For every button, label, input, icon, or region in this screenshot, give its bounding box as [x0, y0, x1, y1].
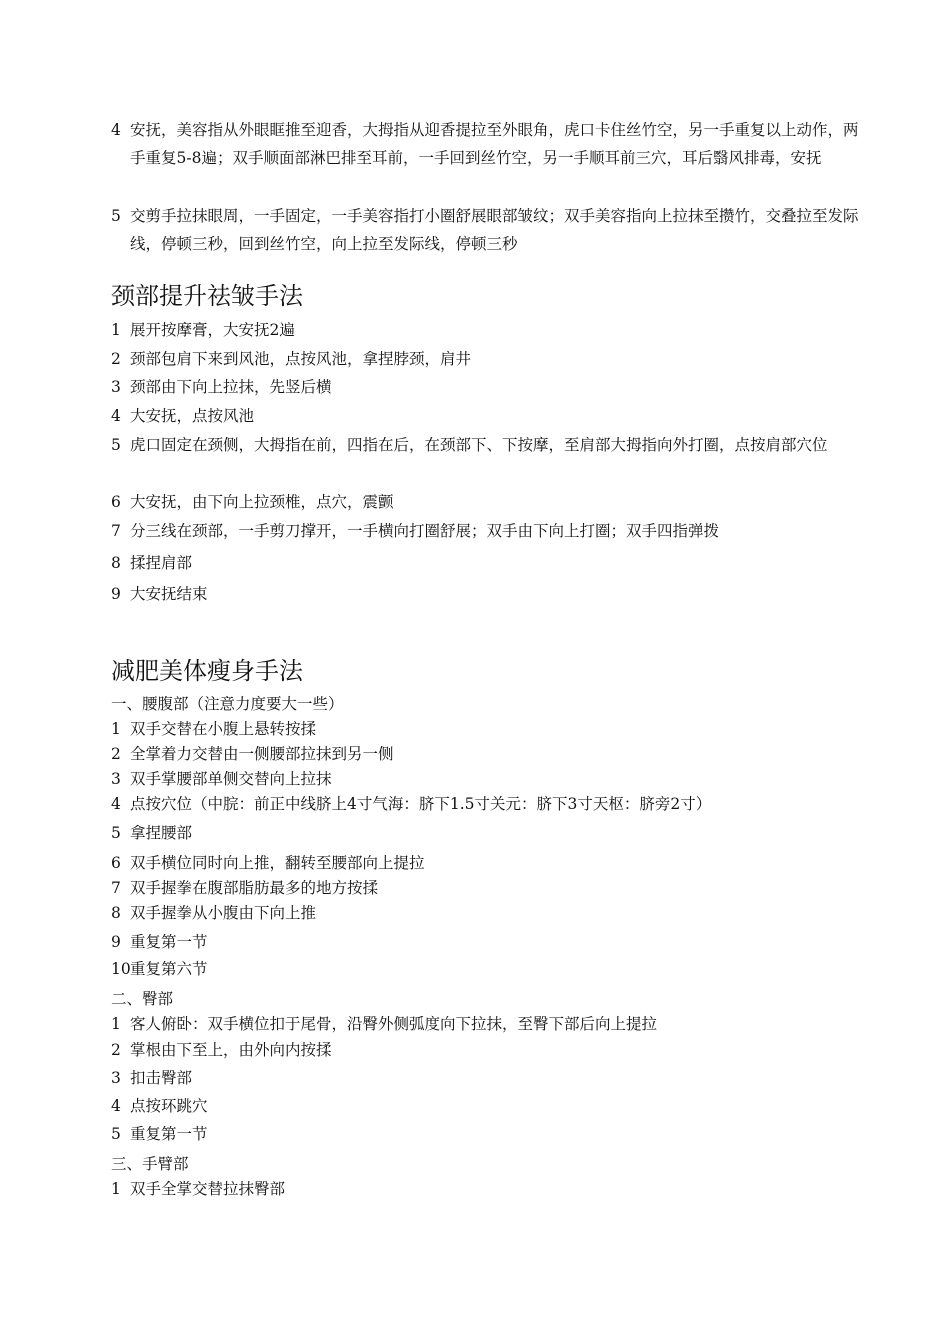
step-number: 6 — [111, 493, 121, 511]
list-item — [111, 1064, 863, 1092]
section-title-slim: 减肥美体瘦身手法 — [111, 657, 303, 685]
step-number: 7 — [111, 879, 121, 897]
list-item — [111, 765, 863, 793]
step-text: 重复第一节 — [130, 933, 208, 951]
step-text: 展开按摩膏，大安抚2遍 — [130, 321, 295, 339]
step-text: 分三线在颈部，一手剪刀撑开，一手横向打圈舒展；双手由下向上打圈；双手四指弹拨 — [130, 522, 720, 540]
step-number: 2 — [111, 745, 121, 763]
list-item — [111, 202, 863, 258]
step-number: 8 — [111, 904, 121, 922]
step-number: 2 — [111, 1041, 121, 1059]
step-text: 颈部包肩下来到风池，点按风池，拿捏脖颈，肩井 — [130, 350, 472, 368]
list-item — [111, 715, 863, 743]
step-text: 双手横位同时向上推，翻转至腰部向上提拉 — [130, 854, 425, 872]
list-item — [111, 955, 863, 983]
step-text: 扣击臀部 — [130, 1069, 193, 1087]
step-number: 5 — [111, 436, 121, 454]
list-item — [111, 899, 863, 927]
list-item — [111, 431, 863, 459]
step-text: 双手握拳从小腹由下向上推 — [130, 904, 317, 922]
list-item — [111, 316, 863, 344]
list-item — [111, 819, 863, 847]
step-number: 4 — [111, 795, 121, 813]
step-number: 5 — [111, 824, 121, 842]
list-item — [111, 1036, 863, 1064]
list-item — [111, 373, 863, 401]
list-item — [111, 790, 863, 818]
step-text: 客人俯卧：双手横位扣于尾骨，沿臀外侧弧度向下拉抹，至臀下部后向上提拉 — [130, 1015, 658, 1033]
step-number: 3 — [111, 770, 121, 788]
list-item — [111, 1120, 863, 1148]
step-text: 大安抚，由下向上拉颈椎，点穴，震颤 — [130, 493, 394, 511]
step-text: 大安抚结束 — [130, 585, 208, 603]
step-number: 3 — [111, 1069, 121, 1087]
step-text: 双手掌腰部单侧交替向上拉抹 — [130, 770, 332, 788]
step-text: 点按环跳穴 — [130, 1097, 208, 1115]
step-text: 双手握拳在腹部脂肪最多的地方按揉 — [130, 879, 379, 897]
step-number: 4 — [111, 407, 121, 425]
step-text: 揉捏肩部 — [130, 554, 193, 572]
step-text: 重复第六节 — [130, 960, 208, 978]
list-item — [111, 488, 863, 516]
step-number: 4 — [111, 1097, 121, 1115]
list-item — [111, 517, 863, 545]
step-text: 拿捏腰部 — [130, 824, 193, 842]
step-number: 5 — [111, 207, 121, 225]
step-text: 掌根由下至上，由外向内按揉 — [130, 1041, 332, 1059]
list-item — [111, 1010, 863, 1038]
list-item — [111, 849, 863, 877]
step-number: 10 — [111, 960, 131, 978]
step-number: 1 — [111, 720, 121, 738]
list-item — [111, 1092, 863, 1120]
step-text: 安抚，美容指从外眼眶推至迎香，大拇指从迎香提拉至外眼角，虎口卡住丝竹空，另一手重复以上动作，两手重复5-8遍；双手顺面部淋巴排至耳前，一手回到丝竹空，另一手顺耳前三穴，耳后翳风排毒，安抚 — [130, 121, 859, 167]
list-item — [111, 580, 863, 608]
step-number: 8 — [111, 554, 121, 572]
list-item — [111, 740, 863, 768]
step-number: 4 — [111, 121, 121, 139]
step-text: 交剪手拉抹眼周，一手固定，一手美容指打小圈舒展眼部皱纹；双手美容指向上拉抹至攒竹，交叠拉至发际线，停顿三秒，回到丝竹空，向上拉至发际线，停顿三秒 — [130, 207, 859, 253]
list-item — [111, 874, 863, 902]
step-number: 9 — [111, 933, 121, 951]
subsection-header-arm: 三、手臂部 — [111, 1155, 189, 1173]
step-number: 3 — [111, 378, 121, 396]
step-text: 双手交替在小腹上悬转按揉 — [130, 720, 317, 738]
step-number: 2 — [111, 350, 121, 368]
step-text: 双手全掌交替拉抹臀部 — [130, 1180, 286, 1198]
step-number: 5 — [111, 1125, 121, 1143]
list-item — [111, 928, 863, 956]
list-item — [111, 116, 863, 172]
step-number: 1 — [111, 1015, 121, 1033]
subsection-header-waist: 一、腰腹部（注意力度要大一些） — [111, 695, 344, 713]
list-item — [111, 549, 863, 577]
list-item — [111, 402, 863, 430]
list-item — [111, 345, 863, 373]
step-text: 大安抚，点按风池 — [130, 407, 255, 425]
step-number: 6 — [111, 854, 121, 872]
step-number: 1 — [111, 321, 121, 339]
step-number: 9 — [111, 585, 121, 603]
step-text: 虎口固定在颈侧，大拇指在前，四指在后，在颈部下、下按摩，至肩部大拇指向外打圈，点按肩部穴位 — [130, 436, 828, 454]
step-text: 点按穴位（中脘：前正中线脐上4寸气海：脐下1.5寸关元：脐下3寸天枢：脐旁2寸） — [130, 795, 712, 813]
step-text: 重复第一节 — [130, 1125, 208, 1143]
section-title-neck: 颈部提升祛皱手法 — [111, 282, 303, 310]
subsection-header-hip: 二、臀部 — [111, 990, 174, 1008]
step-text: 全掌着力交替由一侧腰部拉抹到另一侧 — [130, 745, 394, 763]
step-number: 7 — [111, 522, 121, 540]
list-item — [111, 1175, 863, 1203]
step-number: 1 — [111, 1180, 121, 1198]
step-text: 颈部由下向上拉抹，先竖后横 — [130, 378, 332, 396]
